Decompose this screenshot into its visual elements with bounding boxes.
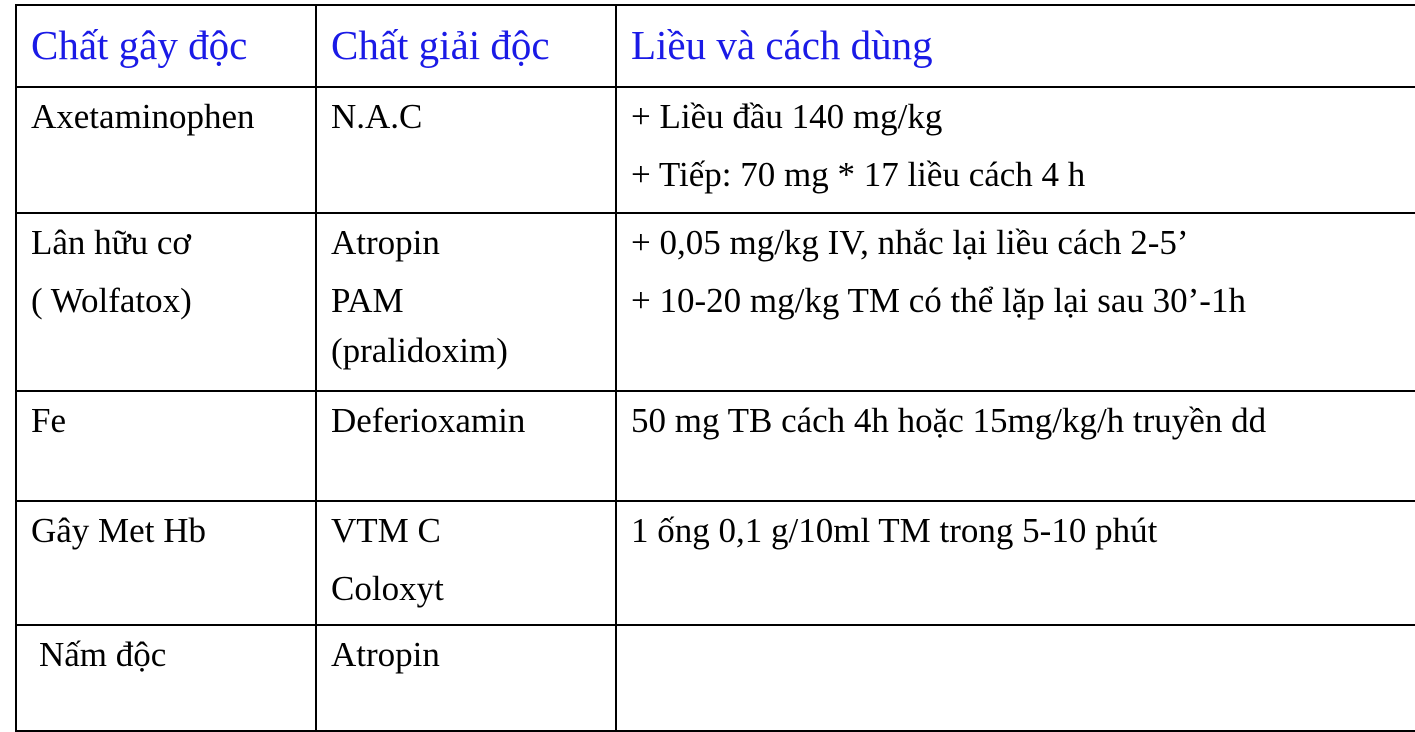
table-row	[16, 625, 1415, 731]
antidote-text: Coloxyt	[331, 569, 444, 608]
poison-cell	[16, 213, 316, 391]
antidote-text: Atropin	[331, 635, 440, 674]
table-row	[16, 87, 1415, 213]
table-row	[16, 213, 1415, 391]
dosage-cell	[616, 213, 1415, 391]
dosage-text: + Liều đầu 140 mg/kg	[631, 97, 943, 136]
table-header-row	[16, 5, 1415, 87]
poison-text: ( Wolfatox)	[31, 281, 192, 320]
dosage-text: 50 mg TB cách 4h hoặc 15mg/kg/h truyền dd	[631, 401, 1267, 440]
antidote-text: N.A.C	[331, 97, 423, 136]
antidote-text: Deferioxamin	[331, 401, 526, 440]
header-dosage: Liều và cách dùng	[616, 5, 1415, 87]
poison-text: Nấm độc	[39, 635, 167, 674]
poison-text: Axetaminophen	[31, 97, 255, 136]
dosage-cell	[616, 391, 1415, 501]
antidote-table	[15, 4, 1415, 732]
poison-text: Gây Met Hb	[31, 511, 206, 550]
header-antidote: Chất giải độc	[316, 5, 616, 87]
antidote-text: VTM C	[331, 511, 441, 550]
antidote-cell	[316, 213, 616, 391]
antidote-text: (pralidoxim)	[331, 331, 508, 370]
table-row	[16, 391, 1415, 501]
table-row	[16, 501, 1415, 625]
antidote-cell	[316, 501, 616, 625]
dosage-cell	[616, 87, 1415, 213]
poison-cell	[16, 391, 316, 501]
antidote-cell	[316, 87, 616, 213]
dosage-text: 1 ống 0,1 g/10ml TM trong 5-10 phút	[631, 511, 1158, 550]
antidote-cell	[316, 391, 616, 501]
dosage-text: + 10-20 mg/kg TM có thể lặp lại sau 30’-1h	[631, 281, 1246, 320]
header-poison: Chất gây độc	[16, 5, 316, 87]
dosage-text: + 0,05 mg/kg IV, nhắc lại liều cách 2-5’	[631, 223, 1189, 262]
poison-cell	[16, 87, 316, 213]
dosage-cell	[616, 501, 1415, 625]
poison-cell	[16, 625, 316, 731]
dosage-text: + Tiếp: 70 mg * 17 liều cách 4 h	[631, 155, 1086, 194]
dosage-cell	[616, 625, 1415, 731]
antidote-cell	[316, 625, 616, 731]
poison-text: Fe	[31, 401, 66, 440]
poison-cell	[16, 501, 316, 625]
antidote-text: Atropin	[331, 223, 440, 262]
antidote-text: PAM	[331, 281, 404, 320]
poison-text: Lân hữu cơ	[31, 223, 191, 262]
